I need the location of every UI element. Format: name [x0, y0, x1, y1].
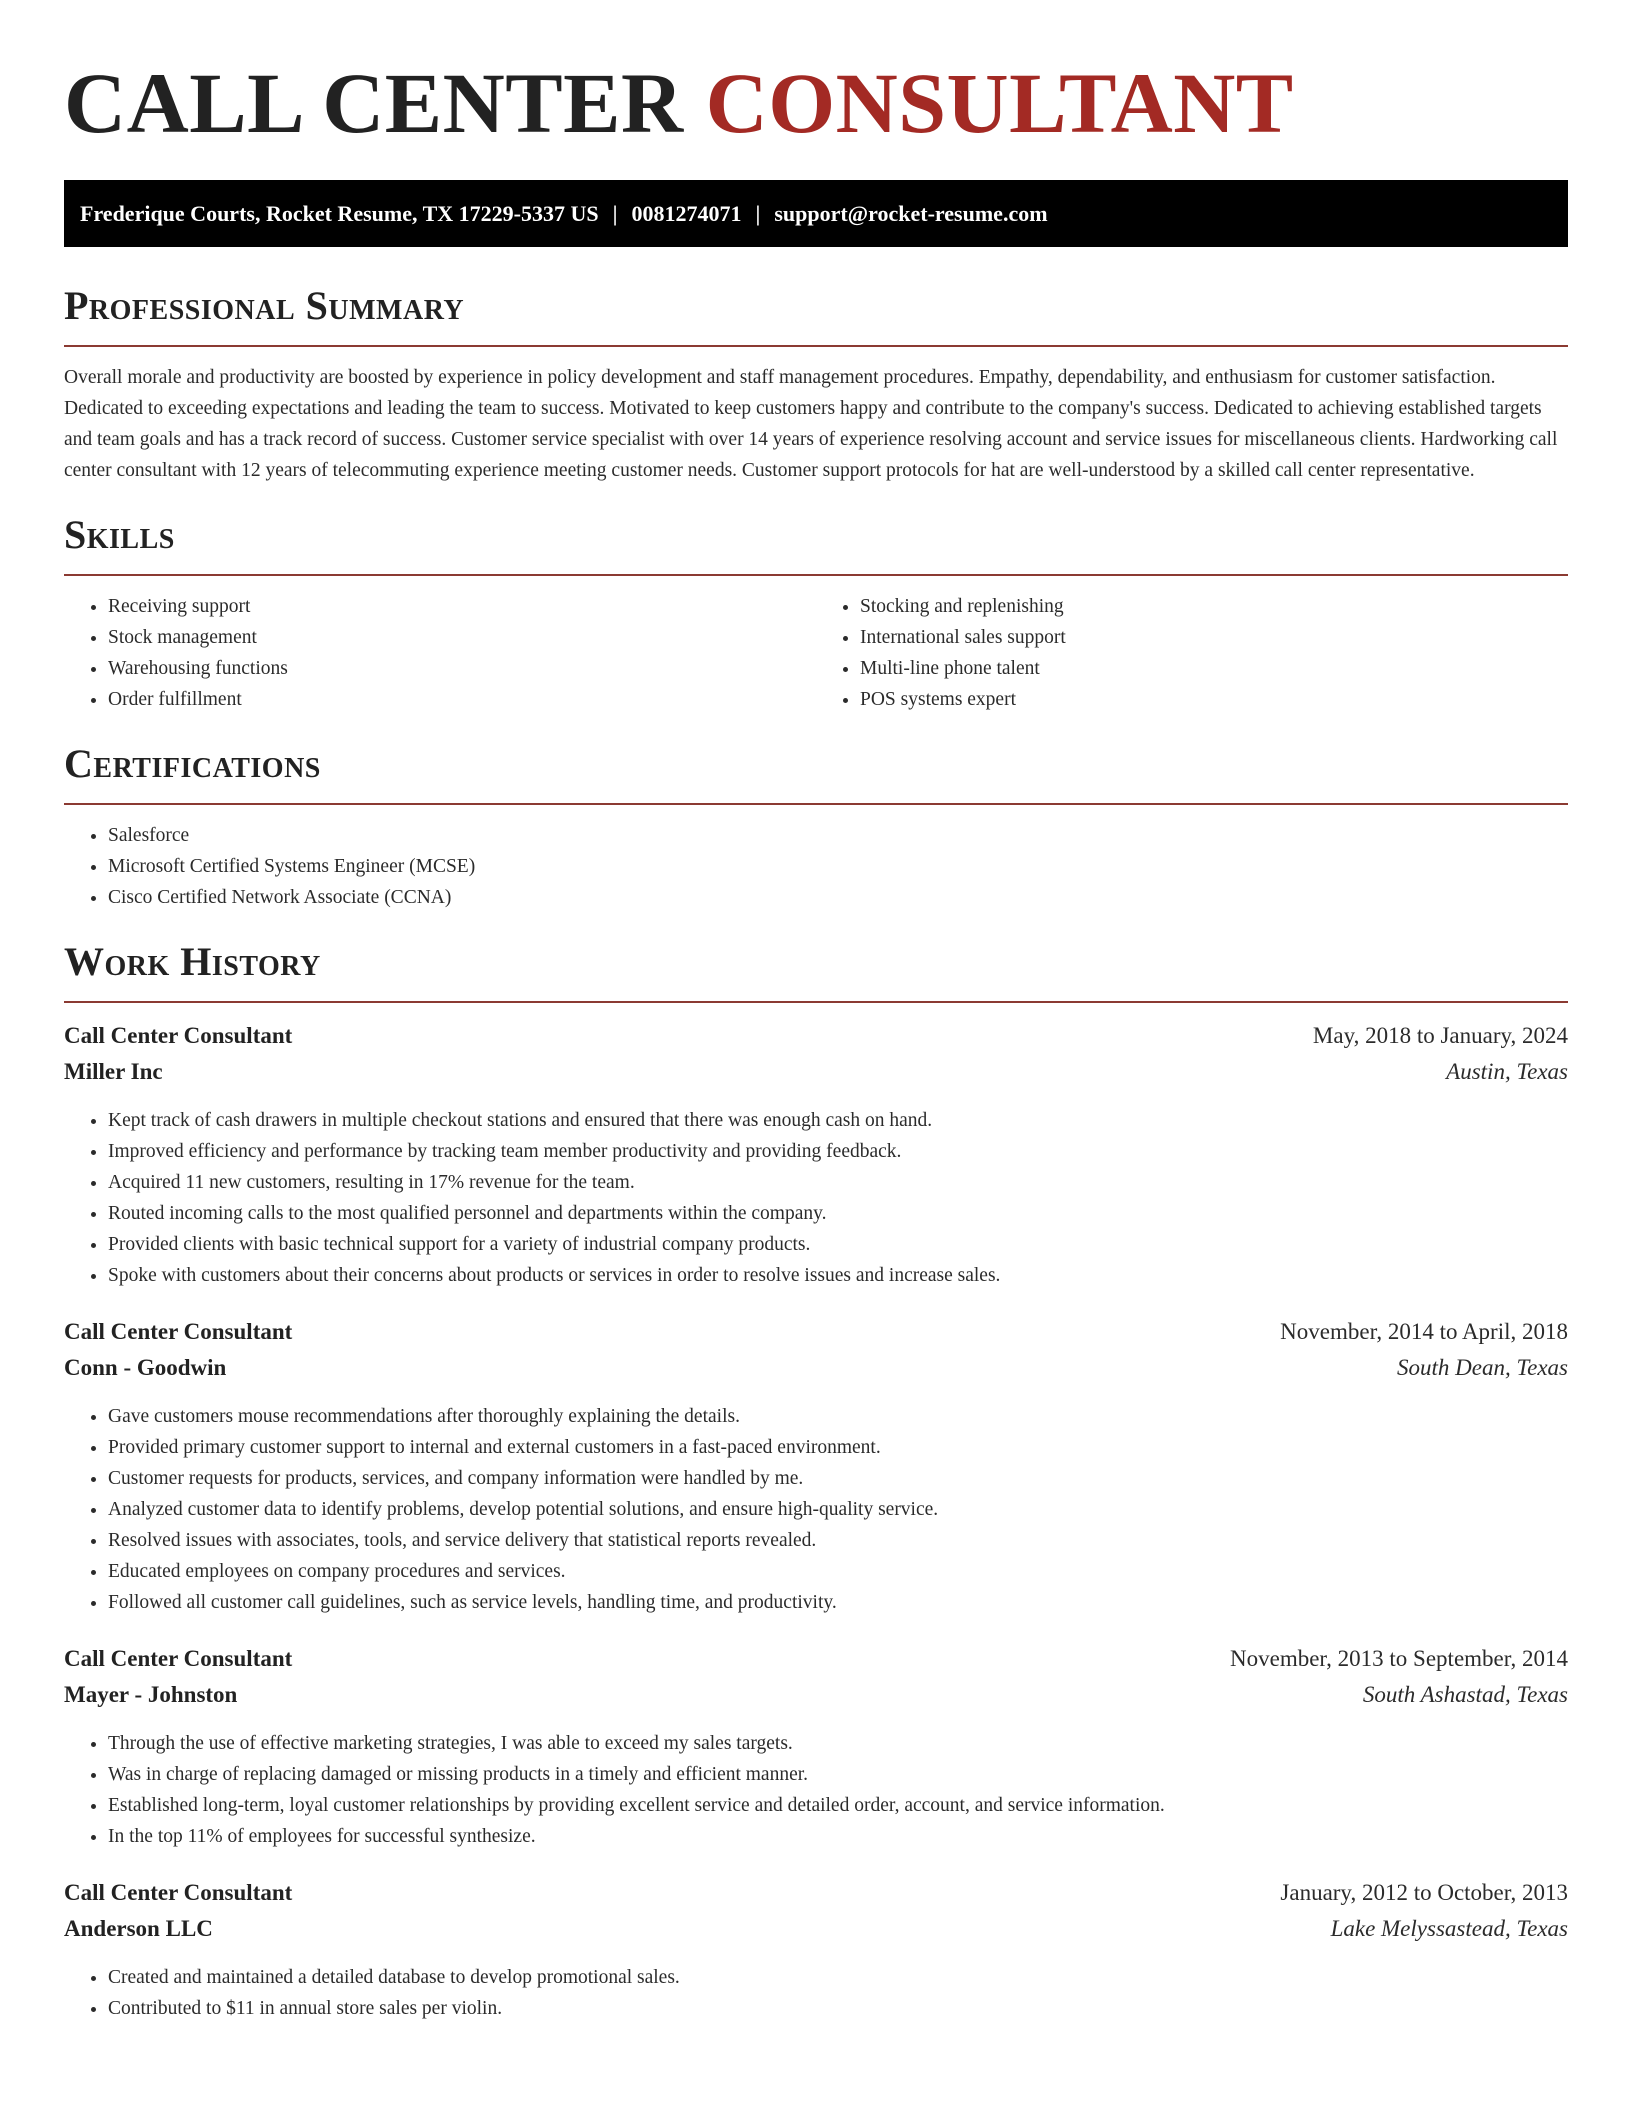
job-bullet: • Created and maintained a detailed database to develop promotional sales.: [108, 1962, 1568, 1993]
job-title: Call Center Consultant: [64, 1880, 293, 1905]
contact-bar: [64, 180, 1568, 247]
job-entry: [64, 1646, 1568, 1852]
job-dates: November, 2013 to September, 2014: [1230, 1646, 1568, 1671]
job-bullet: • Educated employees on company procedures and services.: [108, 1556, 1568, 1587]
job-bullet: • Contributed to $11 in annual store sales per violin.: [108, 1993, 1568, 2024]
contact-separator: |: [612, 201, 618, 226]
job-location: Lake Melyssastead, Texas: [1330, 1916, 1568, 1941]
job-bullet: • Gave customers mouse recommendations after thoroughly explaining the details.: [108, 1401, 1568, 1432]
job-bullet: • Was in charge of replacing damaged or missing products in a timely and efficient manner.: [108, 1759, 1568, 1790]
job-dates: January, 2012 to October, 2013: [1280, 1880, 1568, 1905]
job-company: Mayer - Johnston: [64, 1682, 238, 1707]
section-heading: Professional Summary: [64, 283, 465, 328]
job-header-row: [64, 1319, 1568, 1355]
certification-item: • Microsoft Certified Systems Engineer (MCSE): [108, 851, 1568, 882]
section-divider: [64, 1001, 1568, 1003]
skill-item: • Receiving support: [108, 591, 816, 622]
certification-item: • Salesforce: [108, 820, 1568, 851]
job-entry: [64, 1023, 1568, 1291]
skills-section: [64, 512, 1568, 715]
job-location: South Dean, Texas: [1396, 1355, 1568, 1380]
job-bullet: • Acquired 11 new customers, resulting in 17% revenue for the team.: [108, 1167, 1568, 1198]
title-accent: CONSULTANT: [705, 55, 1294, 151]
job-company: Anderson LLC: [64, 1916, 213, 1941]
contact-email[interactable]: support@rocket-resume.com: [774, 201, 1048, 226]
job-company: Conn - Goodwin: [64, 1355, 227, 1380]
job-bullet: • Improved efficiency and performance by tracking team member productivity and providing feedback.: [108, 1136, 1568, 1167]
job-bullet: • Through the use of effective marketing strategies, I was able to exceed my sales targets.: [108, 1728, 1568, 1759]
skill-item: • Order fulfillment: [108, 684, 816, 715]
job-bullet: • Provided primary customer support to internal and external customers in a fast-paced environment.: [108, 1432, 1568, 1463]
job-bullet: • Routed incoming calls to the most qualified personnel and departments within the company.: [108, 1198, 1568, 1229]
job-location: South Ashastad, Texas: [1362, 1682, 1568, 1707]
certifications-list: [64, 820, 1568, 913]
job-company-row: [64, 1355, 1568, 1391]
job-title: Call Center Consultant: [64, 1023, 293, 1048]
job-company-row: [64, 1682, 1568, 1718]
certification-item: • Cisco Certified Network Associate (CCNA): [108, 882, 1568, 913]
job-bullet: • In the top 11% of employees for successful synthesize.: [108, 1821, 1568, 1852]
job-bullet: • Resolved issues with associates, tools, and service delivery that statistical reports revealed.: [108, 1525, 1568, 1556]
work-history-section: [64, 939, 1568, 2024]
section-divider: [64, 345, 1568, 347]
job-bullet: • Spoke with customers about their concerns about products or services in order to resolve issues and increase sales.: [108, 1260, 1568, 1291]
section-divider: [64, 574, 1568, 576]
job-company: Miller Inc: [64, 1059, 163, 1084]
job-header-row: [64, 1880, 1568, 1916]
skill-item: • POS systems expert: [860, 684, 1568, 715]
skill-item: • Warehousing functions: [108, 653, 816, 684]
section-heading: Work History: [64, 939, 321, 984]
contact-phone: 0081274071: [631, 201, 742, 226]
job-bullets: [64, 1962, 1568, 2024]
job-title: Call Center Consultant: [64, 1319, 293, 1344]
job-company-row: [64, 1916, 1568, 1952]
skill-item: • Multi-line phone talent: [860, 653, 1568, 684]
job-entry: [64, 1319, 1568, 1618]
skill-item: • Stocking and replenishing: [860, 591, 1568, 622]
contact-separator: |: [755, 201, 761, 226]
job-dates: May, 2018 to January, 2024: [1312, 1023, 1568, 1048]
job-bullet: • Analyzed customer data to identify problems, develop potential solutions, and ensure high-quality service.: [108, 1494, 1568, 1525]
contact-address: Frederique Courts, Rocket Resume, TX 17229-5337 US: [80, 201, 599, 226]
job-bullet: • Established long-term, loyal customer relationships by providing excellent service and detailed order, account, and service information.: [108, 1790, 1568, 1821]
summary-text: Overall morale and productivity are boosted by experience in policy development and staff management procedures. Empathy, dependability, and enthusiasm for customer satisfaction. Dedicated to exceeding expectations and leading the team to success. Motivated to keep customers happy and contribute to the company's success. Dedicated to achieving established targets and team goals and has a track record of success. Customer service specialist with over 14 years of experience resolving account and service issues for miscellaneous clients. Hardworking call center consultant with 12 years of telecommuting experience meeting customer needs. Customer support protocols for hat are well-understood by a skilled call center representative.: [64, 367, 1558, 481]
job-bullets: [64, 1401, 1568, 1618]
summary-section: [64, 283, 1568, 486]
job-bullets: [64, 1728, 1568, 1852]
job-bullet: • Provided clients with basic technical support for a variety of industrial company products.: [108, 1229, 1568, 1260]
job-location: Austin, Texas: [1446, 1059, 1568, 1084]
job-dates: November, 2014 to April, 2018: [1280, 1319, 1568, 1344]
job-company-row: [64, 1059, 1568, 1095]
job-bullets: [64, 1105, 1568, 1291]
job-bullet: • Customer requests for products, services, and company information were handled by me.: [108, 1463, 1568, 1494]
skills-right-list: [816, 591, 1568, 715]
job-header-row: [64, 1646, 1568, 1682]
job-entry: [64, 1880, 1568, 2024]
section-heading: Certifications: [64, 741, 321, 786]
skills-columns: [64, 591, 1568, 715]
job-header-row: [64, 1023, 1568, 1059]
job-title: Call Center Consultant: [64, 1646, 293, 1671]
skill-item: • Stock management: [108, 622, 816, 653]
section-heading: Skills: [64, 512, 175, 557]
certifications-section: [64, 741, 1568, 913]
skill-item: • International sales support: [860, 622, 1568, 653]
section-divider: [64, 803, 1568, 805]
skills-left-list: [64, 591, 816, 715]
job-bullet: • Followed all customer call guidelines, such as service levels, handling time, and productivity.: [108, 1587, 1568, 1618]
job-bullet: • Kept track of cash drawers in multiple checkout stations and ensured that there was enough cash on hand.: [108, 1105, 1568, 1136]
title-main: CALL CENTER: [64, 55, 684, 151]
resume-title: [64, 0, 1568, 162]
